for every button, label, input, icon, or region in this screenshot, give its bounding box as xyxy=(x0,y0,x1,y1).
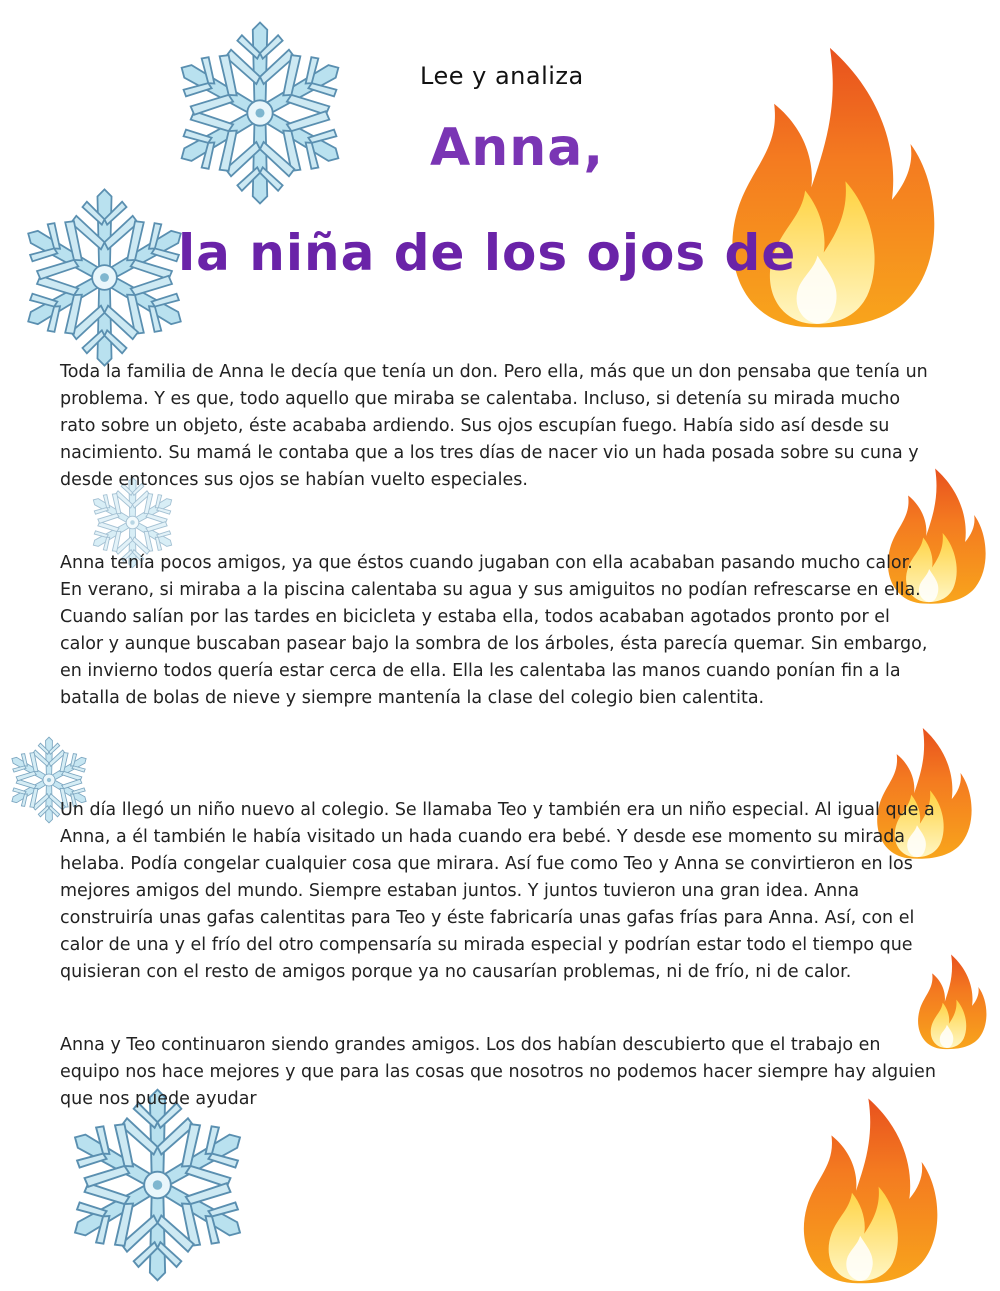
subtitle: Lee y analiza xyxy=(420,62,584,90)
story-paragraph: Un día llegó un niño nuevo al colegio. Se llamaba Teo y también era un niño especial. Al igual que a Anna, a él también le había visitado un hada cuando era bebé. Y desde ese momento su mirada helaba. Podía congelar cualquier cosa que mirara. Así fue como Teo y Anna se convirtieron en los mejores amigos del mundo. Siempre estaban juntos. Y juntos tuvieron una gran idea. Anna construiría unas gafas calentitas para Teo y éste fabricaría unas gafas frías para Anna. Así, con el calor de una y el frío del otro compensaría su mirada especial y podrían estar todo el tiempo que quisieran con el resto de amigos porque ya no causarían problemas, ni de frío, ni de calor. xyxy=(60,800,935,982)
fire-icon xyxy=(690,20,990,330)
page-title: Anna, xyxy=(430,118,605,178)
story-paragraph: Anna tenía pocos amigos, ya que éstos cuando jugaban con ella acababan pasando mucho calor. En verano, si miraba a la piscina calentaba su agua y sus amiguitos no podían refrescarse en ella. Cuando salían por las tardes en bicicleta y estaba ella, todos acababan agotados pronto por el calor y aunque buscaban pasear bajo la sombra de los árboles, ésta parecía quemar. Sin embargo, en invierno todos quería estar cerca de ella. Ella les calentaba las manos cuando ponían fin a la batalla de bolas de nieve y siempre mantenía la clase del colegio bien calentita. xyxy=(60,553,928,708)
story-paragraph: Anna y Teo continuaron siendo grandes amigos. Los dos habían descubierto que el trabajo en equipo nos hace mejores y que para las cosas que nosotros no podemos hacer siempre hay alguien que nos puede ayudar xyxy=(60,1035,936,1109)
page-title-line-2: la niña de los ojos de xyxy=(178,224,797,282)
snowflake-icon xyxy=(40,1085,275,1285)
story-paragraph: Toda la familia de Anna le decía que tenía un don. Pero ella, más que un don pensaba que tenía un problema. Y es que, todo aquello que miraba se calentaba. Incluso, si detenía su mirada mucho rato sobre un objeto, éste acababa ardiendo. Sus ojos escupían fuego. Había sido así desde su nacimiento. Su mamá le contaba que a los tres días de nacer vio un hada posada sobre su cuna y desde entonces sus ojos se habían vuelto especiales. xyxy=(60,362,928,490)
snowflake-icon xyxy=(12,185,197,370)
